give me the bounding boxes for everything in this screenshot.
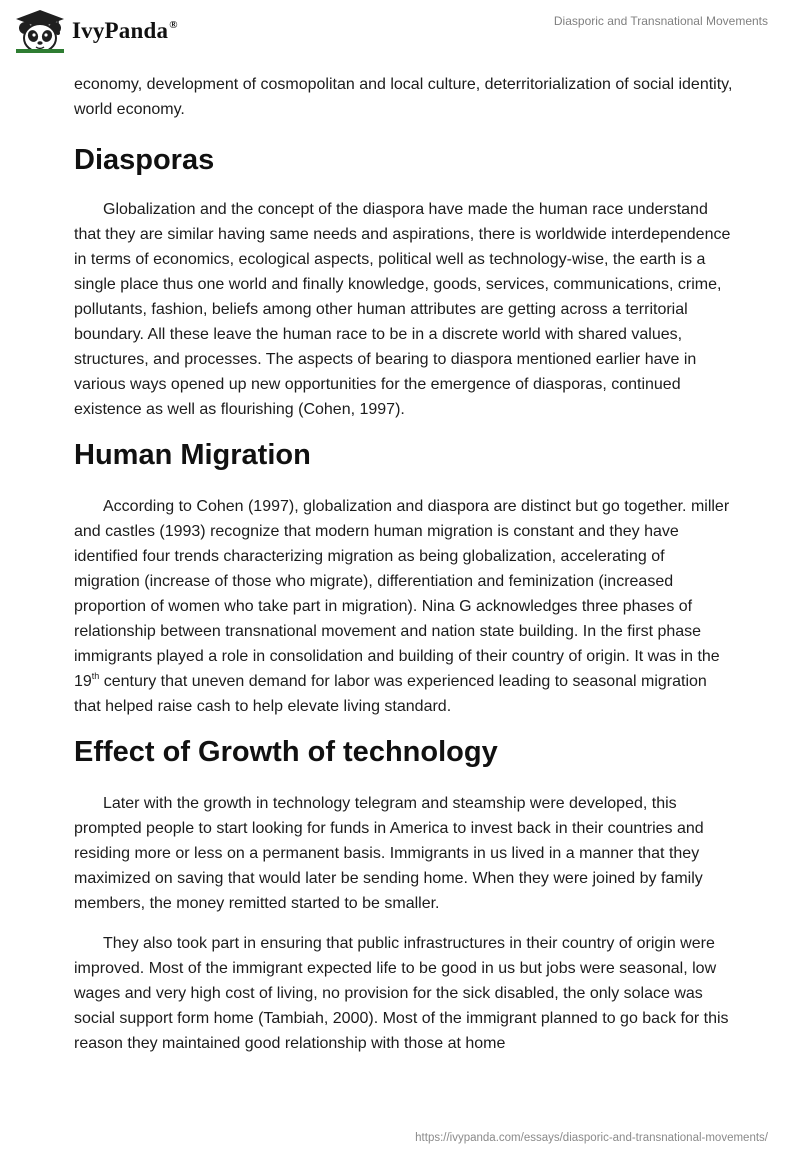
brand-logo[interactable] (14, 8, 178, 54)
paragraph-diasporas: Globalization and the concept of the diaspora have made the human race understand that they are similar having same needs and aspirations, there is worldwide interdependence in terms of economics, ecological aspects, political well as technology-wise, the earth is a single place thus one world and finally knowledge, goods, services, communications, crime, pollutants, fashion, beliefs among other human attributes are getting across a territorial boundary. All these leave the human race to be in a discrete world with shared values, structures, and processes. The aspects of bearing to diaspora mentioned earlier have in various ways opened up new opportunities for the emergence of diasporas, continued existence as well as flourishing (Cohen, 1997). (74, 201, 731, 418)
paragraph-technology-2: They also took part in ensuring that public infrastructures in their country of origin were improved. Most of the immigrant expected life to be good in us but jobs were seasonal, low wages and very high cost of living, no provision for the sick disabled, the only solace was social support form home (Tambiah, 2000). Most of the immigrant planned to go back for this reason they maintained good relationship with those at home (74, 935, 729, 1052)
heading-growth-of-technology: Effect of Growth of technology (74, 736, 498, 768)
paragraph-technology-1: Later with the growth in technology telegram and steamship were developed, this prompted people to start looking for funds in America to invest back in their countries and residing more or less on a permanent basis. Immigrants in us lived in a manner that they maximized on saving that would later be sending home. When they were joined by family members, the money remitted started to be smaller. (74, 795, 704, 912)
heading-human-migration: Human Migration (74, 439, 311, 471)
intro-paragraph: economy, development of cosmopolitan and local culture, deterritorialization of social identity, world economy. (74, 76, 733, 118)
panda-graduate-icon (14, 8, 66, 54)
source-url[interactable]: https://ivypanda.com/essays/diasporic-and-transnational-movements/ (415, 1132, 768, 1144)
heading-diasporas: Diasporas (74, 144, 215, 176)
paragraph-human-migration: According to Cohen (1997), globalization and diaspora are distinct but go together. miller and castles (1993) recognize that modern human migration is constant and they have identified four trends characterizing migration as being globalization, accelerating of migration (increase of those who migrate), differentiation and feminization (increased proportion of women who take part in migration). Nina G acknowledges three phases of relationship between transnational movement and nation state building. In the first phase immigrants played a role in consolidation and building of their country of origin. It was in the 19th century that uneven demand for labor was experienced leading to seasonal migration that helped raise cash to help elevate living standard. (74, 498, 730, 715)
ordinal-superscript: th (91, 671, 100, 681)
brand-name: IvyPanda® (72, 18, 178, 43)
essay-content (74, 72, 734, 1070)
document-title: Diasporic and Transnational Movements (553, 14, 768, 28)
